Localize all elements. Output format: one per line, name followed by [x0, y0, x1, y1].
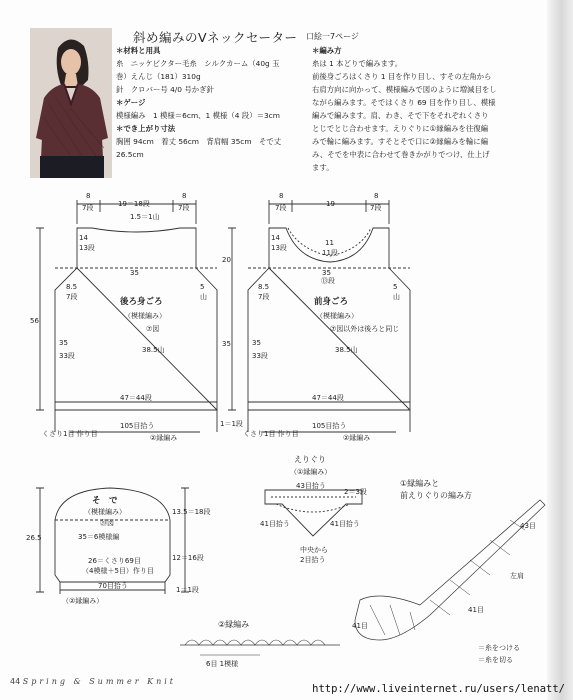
front-top-right-rows: 7段	[370, 204, 382, 212]
sleeve-height: 26.5	[26, 534, 42, 542]
page-footer	[10, 677, 176, 686]
front-armhole-right-unit: 山	[393, 293, 400, 301]
sleeve-top: 35＝6模様編	[78, 533, 120, 541]
neckline-center: 中央から	[300, 546, 328, 554]
front-armhole-85-rows: 7段	[258, 293, 270, 301]
howto-line: とじでとじ合わせます。えりぐりに①縁編みを往復編	[312, 124, 489, 133]
front-left-14: 14	[271, 234, 280, 242]
front-cast-on: くさり1目 作り目	[243, 430, 299, 438]
neckline-right: 41目拾う	[330, 520, 360, 528]
back-side-35-rows: 33段	[59, 352, 75, 360]
sleeve-cast: 26＝くさり69目	[88, 557, 141, 565]
howto-line: 編みで編みます。肩、わき、そで下をそれぞれくさり	[312, 111, 489, 120]
front-top-left-rows: 7段	[275, 204, 287, 212]
edge-chart-outline	[355, 500, 545, 640]
materials-line: 針 クロバー号 4/0 号かぎ針	[116, 85, 214, 94]
front-title: 前身ごろ	[314, 297, 349, 307]
front-width-35: 35	[322, 269, 331, 277]
source-url: http://www.liveinternet.ru/users/lenatt/	[312, 683, 565, 695]
back-width-35: 35	[130, 269, 139, 277]
back-neck-depth: 1.5＝1山	[130, 213, 160, 221]
sleeve-right-135: 13.5＝18段	[172, 508, 211, 516]
howto-line: ます。	[312, 163, 334, 172]
sleeve-pickup: 70目拾う	[98, 582, 128, 590]
back-cast-on: くさり1目 作り目	[42, 430, 98, 438]
edge-chart-title-2: 前えりぐりの編み方	[400, 491, 472, 500]
front-left-14-rows: 13段	[271, 244, 287, 252]
howto-line: みで輪に編みます。すそとそで口に②縁編みを輪に編	[312, 137, 489, 146]
front-neck-11-rows: 11段	[322, 249, 338, 257]
howto-line: 右肩方向に向かって、模様編みで図のように増減目をし	[312, 85, 497, 94]
gauge-line: 模様編み 1 模様＝6cm、1 模様（4 段）＝3cm	[116, 111, 280, 120]
back-armhole-85: 8.5	[66, 283, 78, 291]
front-bottom: 47＝44段	[312, 394, 344, 402]
neckline-center2: 2目拾う	[300, 556, 326, 564]
edge-chart-41b: 41目	[352, 622, 368, 630]
neckline-pickup-top: 43目拾う	[296, 482, 326, 490]
materials-line: 糸 ニッケビクター毛糸 シルクカーム（40g 玉	[116, 59, 280, 68]
back-top-mid: 19＝18段	[118, 200, 150, 208]
howto-heading: ＊編み方	[312, 46, 342, 55]
sleeve-pattern: （模様編み）	[84, 508, 126, 516]
back-title: 後ろ身ごろ	[120, 297, 163, 307]
edge-chart-legend-1: ＝糸をつける	[478, 644, 520, 652]
pattern-title: 斜め編みのVネックセーター	[133, 30, 298, 45]
materials-line: 巻）えんじ（181）310g	[116, 72, 201, 81]
front-hem-pickup: 105目拾う	[312, 422, 347, 430]
edge2-title: ②縁編み	[218, 620, 250, 629]
back-armhole-right-unit: 山	[200, 293, 207, 301]
sleeve-title: そ で	[92, 496, 118, 506]
sleeve-edge: （②縁編み）	[62, 597, 104, 605]
back-bottom: 47＝44段	[120, 394, 152, 402]
edge-chart-legend-2: ＝糸を切る	[478, 656, 513, 664]
back-pattern: （模様編み）	[124, 312, 166, 320]
front-top-right: 8	[374, 192, 379, 200]
neckline-sub: （①縁編み）	[290, 468, 332, 476]
page-reference: 口絵一7ページ	[306, 32, 359, 41]
back-top-right: 8	[182, 192, 187, 200]
front-center-mark: ⑬段	[321, 277, 335, 285]
back-height: 56	[30, 317, 39, 325]
front-diag: 38.5山	[335, 346, 358, 354]
howto-line: 前後身ごろはくさり 1 目を作り目し、すその左角から	[312, 72, 492, 81]
front-armhole-right: 5	[393, 283, 398, 291]
sleeve-cast2: （4模様＋5目）作り目	[82, 567, 154, 575]
edge2-label: 6目 1模様	[206, 660, 239, 668]
edge-chart-title-1: ①縁編みと	[400, 479, 440, 488]
front-pattern: （模様編み）	[316, 312, 358, 320]
neckline-rows: 2＝3段	[344, 488, 367, 496]
back-hem-pickup: 105目拾う	[120, 422, 155, 430]
edge-chart-left-label: 左肩	[510, 572, 524, 580]
front-side-35-rows: 33段	[252, 352, 268, 360]
back-hem-edge: ②縁編み	[150, 434, 178, 442]
back-left-14: 14	[79, 234, 88, 242]
edge-chart-43: 43目	[520, 522, 536, 530]
back-top-left-rows: 7段	[82, 204, 94, 212]
sleeve-one-row: 1＝1段	[176, 586, 199, 594]
book-name: Spring & Summer Knit	[22, 677, 177, 686]
back-diagonal	[77, 268, 217, 410]
howto-line: ながら編みます。そではくさり 69 目を作り目し、模様	[312, 98, 496, 107]
front-fig: ⑦図以外は後ろと同じ	[330, 325, 400, 333]
back-armhole-85-rows: 7段	[66, 293, 78, 301]
sleeve-fig: ⑳図	[100, 519, 114, 527]
back-fig: ⑦図	[146, 325, 160, 333]
materials-heading: ＊材料と用具	[116, 46, 161, 55]
howto-line: 糸は 1 本どりで編みます。	[312, 59, 403, 68]
neckline-left: 41目拾う	[260, 520, 290, 528]
front-diagonal	[269, 268, 410, 410]
front-side-35: 35	[252, 339, 261, 347]
size-line: 胸囲 94cm 着丈 56cm 背肩幅 35cm そで丈	[116, 137, 282, 146]
front-hem-edge: ②縁編み	[343, 434, 371, 442]
size-heading: ＊でき上がり寸法	[116, 124, 176, 133]
front-height-35: 35	[222, 340, 231, 348]
front-neck-11: 11	[325, 239, 334, 247]
back-side-35: 35	[59, 339, 68, 347]
back-armhole-right: 5	[200, 283, 205, 291]
front-armhole-85: 8.5	[258, 283, 270, 291]
front-one-row: 1＝1段	[220, 420, 243, 428]
gauge-heading: ＊ゲージ	[116, 98, 146, 107]
back-top-left: 8	[86, 192, 91, 200]
size-line: 26.5cm	[116, 150, 144, 159]
back-left-14-rows: 13段	[79, 244, 95, 252]
front-top-left: 8	[279, 192, 284, 200]
back-top-right-rows: 7段	[178, 204, 190, 212]
front-top-mid: 19	[326, 200, 335, 208]
neckline-title: えりぐり	[294, 455, 326, 464]
edge-chart-41: 41目	[468, 606, 484, 614]
front-height-20: 20	[222, 256, 231, 264]
sleeve-right-12: 12＝16段	[172, 554, 204, 562]
howto-line: み、そでを中表に合わせて巻きかがりでつけ、仕上げ	[312, 150, 490, 159]
page-number: 44	[10, 677, 21, 686]
back-diag: 38.5山	[142, 346, 165, 354]
